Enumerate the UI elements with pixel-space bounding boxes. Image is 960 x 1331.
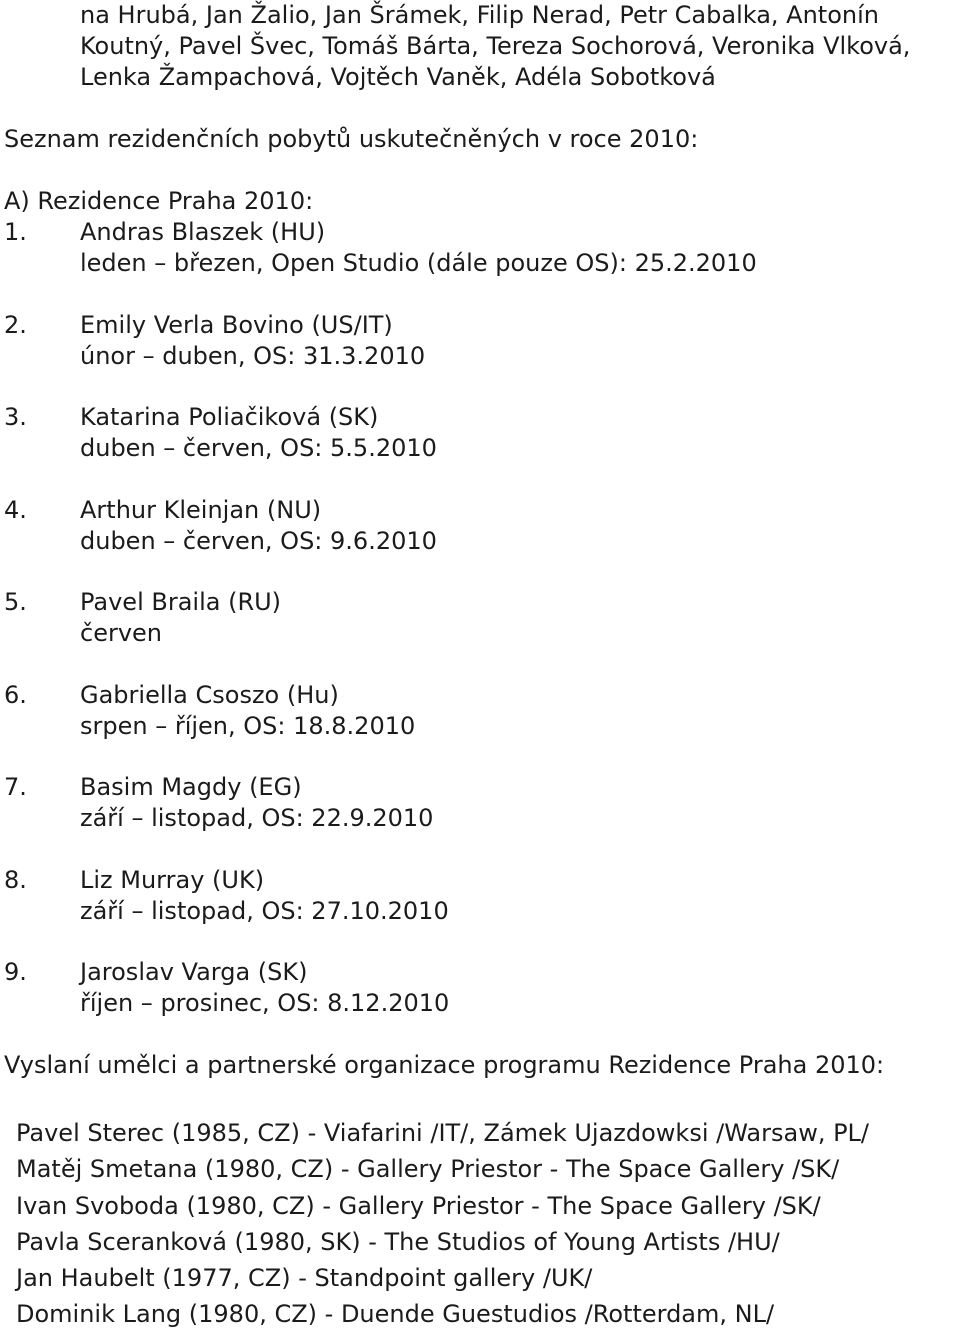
intro-line: Lenka Žampachová, Vojtěch Vaněk, Adéla Sobotková	[80, 63, 716, 91]
item-number: 6.	[4, 681, 27, 709]
artist-name: Gabriella Csoszo (Hu)	[80, 681, 339, 709]
residency-dates: duben – červen, OS: 9.6.2010	[80, 527, 437, 555]
artist-name: Jaroslav Varga (SK)	[80, 958, 308, 986]
item-number: 1.	[4, 218, 27, 246]
intro-line: Koutný, Pavel Švec, Tomáš Bárta, Tereza Sochorová, Veronika Vlková,	[80, 32, 911, 60]
item-number: 3.	[4, 403, 27, 431]
residency-dates: září – listopad, OS: 27.10.2010	[80, 897, 449, 925]
list-item: Jan Haubelt (1977, CZ) - Standpoint gallery /UK/	[16, 1264, 593, 1292]
artist-name: Arthur Kleinjan (NU)	[80, 496, 322, 524]
list-item: Pavla Sceranková (1980, SK) - The Studios of Young Artists /HU/	[16, 1228, 780, 1256]
list-item: Dominik Lang (1980, CZ) - Duende Guestudios /Rotterdam, NL/	[16, 1300, 775, 1328]
list-item: Matěj Smetana (1980, CZ) - Gallery Priestor - The Space Gallery /SK/	[16, 1155, 840, 1183]
item-number: 5.	[4, 588, 27, 616]
residency-dates: duben – červen, OS: 5.5.2010	[80, 434, 437, 462]
residencies-subheading: A) Rezidence Praha 2010:	[4, 187, 314, 215]
item-number: 7.	[4, 773, 27, 801]
artist-name: Liz Murray (UK)	[80, 866, 265, 894]
item-number: 8.	[4, 866, 27, 894]
residency-dates: září – listopad, OS: 22.9.2010	[80, 804, 434, 832]
residencies-heading: Seznam rezidenčních pobytů uskutečněných v roce 2010:	[4, 125, 699, 153]
item-number: 2.	[4, 311, 27, 339]
residency-dates: červen	[80, 619, 163, 647]
residency-dates: leden – březen, Open Studio (dále pouze OS): 25.2.2010	[80, 249, 757, 277]
residency-dates: říjen – prosinec, OS: 8.12.2010	[80, 989, 450, 1017]
artist-name: Emily Verla Bovino (US/IT)	[80, 311, 393, 339]
artist-name: Katarina Poliačiková (SK)	[80, 403, 379, 431]
list-item: Pavel Sterec (1985, CZ) - Viafarini /IT/, Zámek Ujazdowksi /Warsaw, PL/	[16, 1119, 870, 1147]
artist-name: Andras Blaszek (HU)	[80, 218, 326, 246]
artist-name: Pavel Braila (RU)	[80, 588, 282, 616]
artist-name: Basim Magdy (EG)	[80, 773, 302, 801]
residency-dates: únor – duben, OS: 31.3.2010	[80, 342, 426, 370]
sent-artists-heading: Vyslaní umělci a partnerské organizace programu Rezidence Praha 2010:	[4, 1051, 885, 1079]
residency-dates: srpen – říjen, OS: 18.8.2010	[80, 712, 416, 740]
item-number: 4.	[4, 496, 27, 524]
list-item: Ivan Svoboda (1980, CZ) - Gallery Priestor - The Space Gallery /SK/	[16, 1192, 821, 1220]
intro-line: na Hrubá, Jan Žalio, Jan Šrámek, Filip Nerad, Petr Cabalka, Antonín	[80, 1, 879, 29]
item-number: 9.	[4, 958, 27, 986]
